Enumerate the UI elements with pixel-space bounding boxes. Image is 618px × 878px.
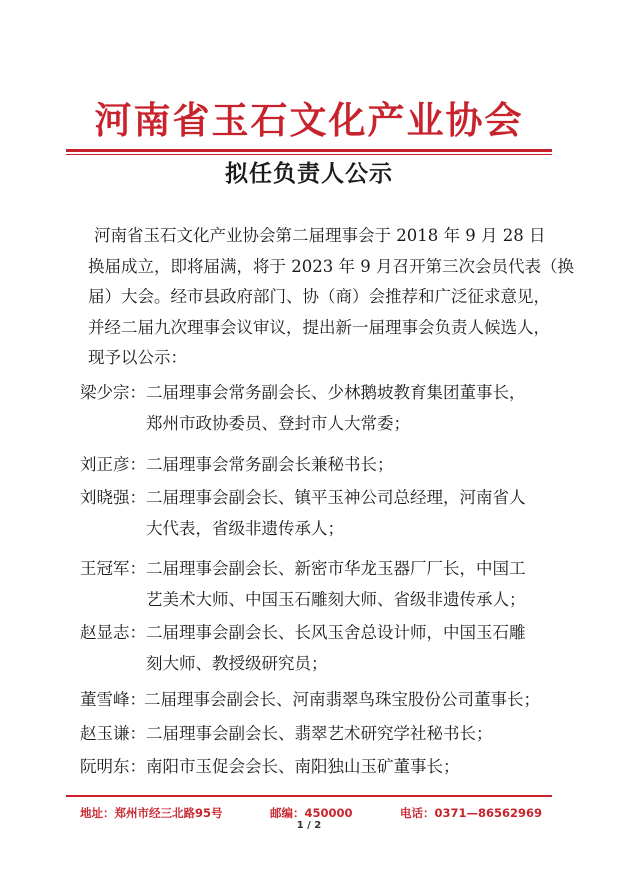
page-number: 1 / 2: [296, 820, 322, 831]
intro-line: 并经二届九次理事会议审议，提出新一届理事会负责人候选人，: [88, 317, 550, 337]
candidate-description-line: 二届理事会副会长、翡翠艺术研究学社秘书长；: [146, 724, 493, 743]
document-title: 拟任负责人公示: [225, 160, 393, 187]
candidate-description-line: 二届理事会副会长、长风玉舍总设计师，中国玉石雕: [146, 623, 526, 642]
candidate-name: 赵玉谦：: [80, 724, 146, 743]
candidate-description-line: 刻大师、教授级研究员；: [146, 653, 328, 673]
candidate-description-line: 二届理事会副会长、河南翡翠鸟珠宝股份公司董事长；: [144, 690, 540, 709]
intro-line: 现予以公示：: [88, 348, 187, 368]
footer-rule: [66, 795, 552, 797]
candidate-name: 梁少宗：: [80, 383, 146, 402]
candidate-name: 王冠军：: [80, 559, 146, 578]
candidate-description-line: 二届理事会常务副会长兼秘书长；: [146, 455, 394, 474]
letterhead-rule-thin: [66, 154, 552, 155]
candidate-name: 刘正彦：: [80, 455, 146, 474]
intro-line: 河南省玉石文化产业协会第二届理事会于 2018 年 9 月 28 日: [94, 226, 546, 245]
candidate-description-line: 南阳市玉促会会长、南阳独山玉矿董事长；: [146, 757, 460, 776]
intro-line: 届）大会。经市县政府部门、协（商）会推荐和广泛征求意见，: [88, 287, 550, 307]
candidate-name: 赵显志：: [80, 623, 146, 642]
candidate-name: 阮明东：: [80, 757, 146, 776]
candidate-description-line: 艺美术大师、中国玉石雕刻大师、省级非遗传承人；: [146, 589, 526, 609]
candidate-name: 董雪峰：: [80, 690, 146, 709]
candidate-description-line: 二届理事会副会长、镇平玉神公司总经理，河南省人: [146, 488, 526, 507]
letterhead-org-name: 河南省玉石文化产业协会: [94, 98, 524, 142]
intro-line: 换届成立，即将届满，将于 2023 年 9 月召开第三次会员代表（换: [88, 256, 574, 276]
candidate-description-line: 大代表，省级非遗传承人；: [146, 518, 344, 538]
letterhead-rule-thick: [66, 149, 552, 152]
candidate-description-line: 二届理事会常务副会长、少林鹅坡教育集团董事长，: [146, 383, 526, 402]
candidate-description-line: 二届理事会副会长、新密市华龙玉器厂厂长，中国工: [146, 559, 526, 578]
candidate-description-line: 郑州市政协委员、登封市人大常委；: [146, 413, 410, 433]
footer-phone: 电话：0371—86562969: [400, 806, 543, 820]
footer-postcode: 邮编：450000: [270, 806, 353, 820]
footer-address: 地址：郑州市经三北路95号: [80, 806, 223, 820]
candidate-name: 刘晓强：: [80, 488, 146, 507]
intro-paragraph: [88, 221, 574, 374]
